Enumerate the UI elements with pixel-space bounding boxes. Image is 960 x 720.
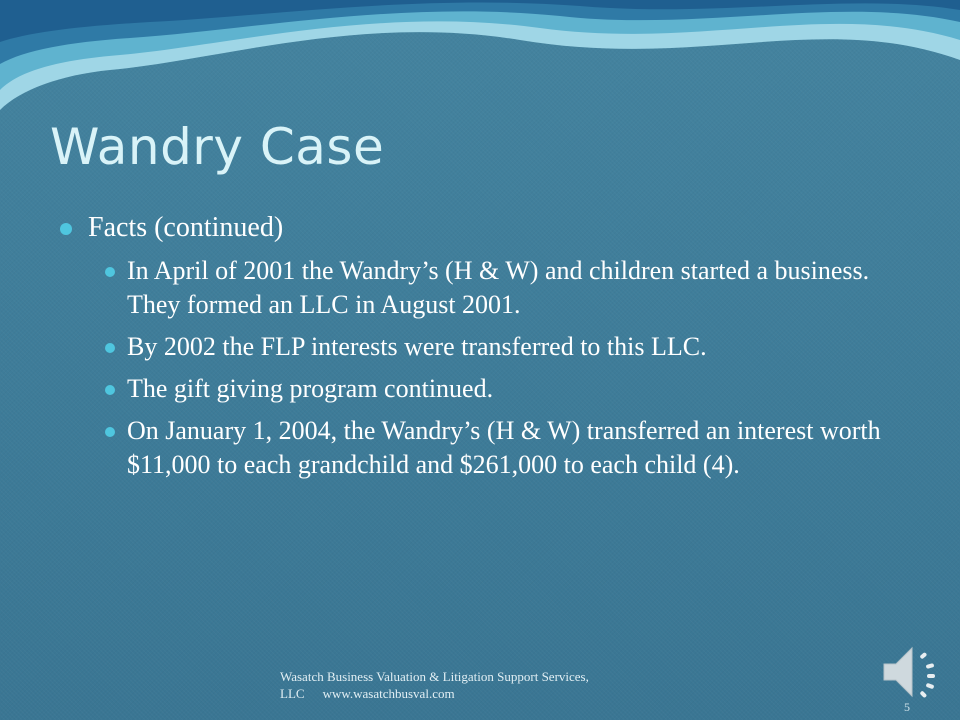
sub-bullet-text: By 2002 the FLP interests were transferred to this LLC. [127, 332, 707, 361]
bullet-icon [60, 223, 72, 235]
bullet-icon [105, 385, 115, 395]
sub-bullet-flp [105, 330, 920, 364]
sub-bullet-list [60, 254, 920, 482]
decorative-waves [0, 0, 960, 120]
bullet-text: Facts (continued) [88, 212, 284, 243]
slide-footer [280, 668, 620, 702]
sub-bullet-business [105, 254, 920, 322]
sub-bullet-text: On January 1, 2004, the Wandry’s (H & W) transferred an interest worth $11,000 to each grandchild and $261,000 to each child (4). [127, 416, 881, 479]
bullet-facts [60, 208, 920, 248]
sub-bullet-text: In April of 2001 the Wandry’s (H & W) and children started a business. They formed an LLC in August 2001. [127, 256, 870, 319]
speaker-icon[interactable] [880, 640, 944, 704]
footer-company: Wasatch Business Valuation & Litigation Support Services, LLC [280, 669, 589, 701]
sub-bullet-text: The gift giving program continued. [127, 374, 494, 403]
sub-bullet-gift [105, 372, 920, 406]
sub-bullet-transfer [105, 414, 920, 482]
page-number: 5 [904, 700, 910, 714]
bullet-icon [105, 427, 115, 437]
footer-url: www.wasatchbusval.com [322, 686, 455, 701]
slide-content [60, 208, 920, 490]
bullet-icon [105, 267, 115, 277]
bullet-icon [105, 343, 115, 353]
slide-title: Wandry Case [50, 118, 385, 176]
